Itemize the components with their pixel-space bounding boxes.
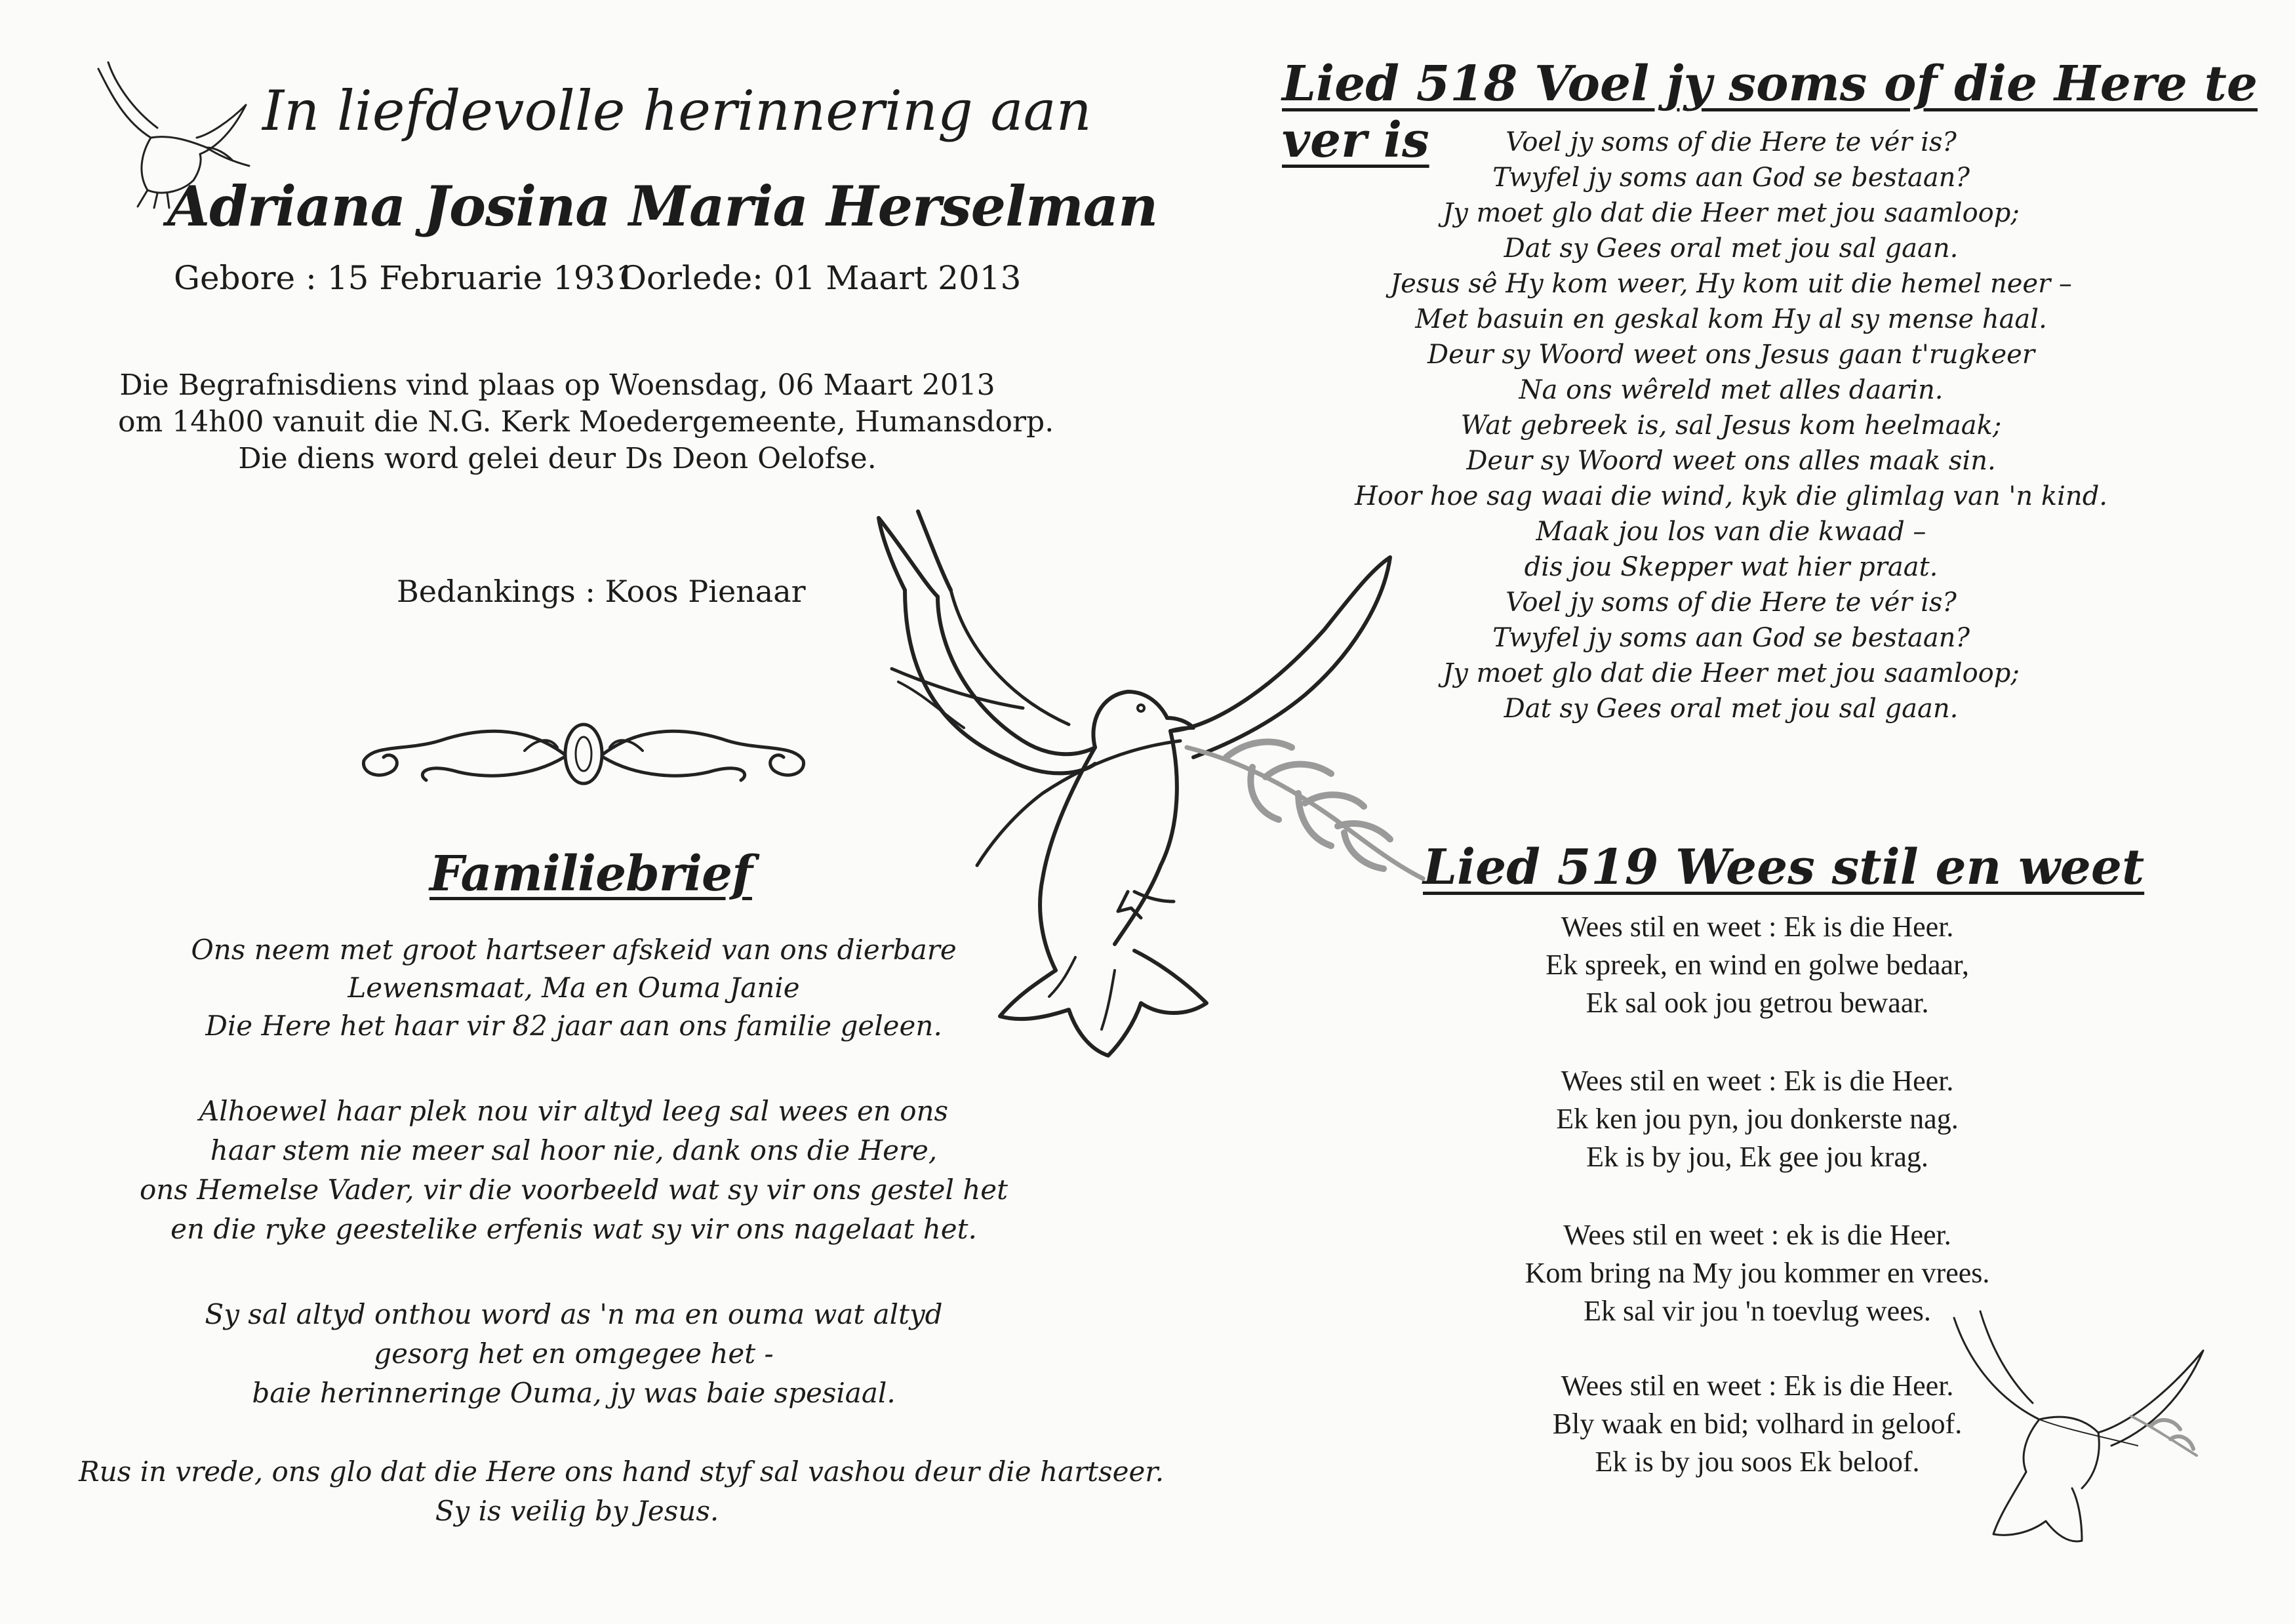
lyric-line: Maak jou los van die kwaad – [1536, 517, 1926, 547]
lyric-line: Twyfel jy soms aan God se bestaan? [1492, 623, 1970, 653]
lyric-line: Dat sy Gees oral met jou sal gaan. [1504, 233, 1959, 264]
lyric-line: Hoor hoe sag waai die wind, kyk die glimlag van 'n kind. [1354, 481, 2108, 511]
thanks-line: Bedankings : Koos Pienaar [397, 574, 806, 609]
olive-branch-icon [1174, 721, 1449, 892]
hymn-518-lyrics [1311, 125, 2151, 726]
lyric-line: Wees stil en weet : Ek is die Heer. [1561, 911, 1954, 943]
letter-line: Lewensmaat, Ma en Ouma Janie [348, 972, 800, 1004]
letter-line: haar stem nie meer sal hoor nie, dank ons die Here, [210, 1134, 938, 1166]
letter-line: Sy sal altyd onthou word as 'n ma en ouma wat altyd [205, 1298, 943, 1330]
lyric-line: Voel jy soms of die Here te vér is? [1506, 587, 1957, 618]
lyric-line: Wees stil en weet : Ek is die Heer. [1561, 1370, 1954, 1402]
letter-title: Familiebrief [429, 846, 752, 902]
letter-paragraph-3 [115, 1295, 1033, 1413]
hymn-518-title: Lied 518 Voel jy soms of die Here te ver is [1282, 56, 2258, 168]
lyric-line: Ek is by jou, Ek gee jou krag. [1586, 1141, 1928, 1173]
lyric-line: Ek spreek, en wind en golwe bedaar, [1546, 949, 1969, 981]
lyric-line: Na ons wêreld met alles daarin. [1519, 375, 1944, 405]
letter-paragraph-4 [79, 1452, 1165, 1531]
letter-line: Sy is veilig by Jesus. [435, 1495, 719, 1527]
letter-line: Ons neem met groot hartseer afskeid van ons dierbare [191, 934, 957, 966]
lyric-line: Deur sy Woord weet ons Jesus gaan t'rugkeer [1427, 340, 2035, 370]
letter-line: Die Here het haar vir 82 jaar aan ons familie geleen. [205, 1010, 942, 1042]
letter-line: Alhoewel haar plek nou vir altyd leeg sal wees en ons [199, 1095, 949, 1127]
hymn-519-stanza-1 [1364, 908, 2151, 1022]
intro-line: In liefdevolle herinnering aan [262, 79, 1092, 143]
lyric-line: Jesus sê Hy kom weer, Hy kom uit die hemel neer – [1390, 269, 2072, 299]
lyric-line: Wat gebreek is, sal Jesus kom heelmaak; [1460, 410, 2002, 441]
lyric-line: Jy moet glo dat die Heer met jou saamloop; [1443, 198, 2020, 228]
letter-line: gesorg het en omgegee het - [374, 1337, 774, 1370]
hymn-519-title: Lied 519 Wees stil en weet [1423, 839, 2145, 896]
lyric-line: Bly waak en bid; volhard in geloof. [1552, 1408, 1963, 1440]
lyric-line: Kom bring na My jou kommer en vrees. [1525, 1257, 1990, 1289]
letter-line: en die ryke geestelike erfenis wat sy vir ons nagelaat het. [170, 1213, 977, 1245]
death-date: Oorlede: 01 Maart 2013 [620, 259, 1022, 297]
letter-line: baie herinneringe Ouma, jy was baie spesiaal. [252, 1377, 896, 1409]
birth-date: Gebore : 15 Februarie 1931 [174, 259, 637, 297]
lyric-line: Ek ken jou pyn, jou donkerste nag. [1556, 1103, 1959, 1135]
lyric-line: Deur sy Woord weet ons alles maak sin. [1466, 446, 1996, 476]
deceased-name: Adriana Josina Maria Herselman [167, 174, 1158, 239]
lyric-line: Twyfel jy soms aan God se bestaan? [1492, 163, 1970, 193]
letter-line: Rus in vrede, ons glo dat die Here ons hand styf sal vashou deur die hartseer. [79, 1456, 1165, 1488]
lyric-line: Wees stil en weet : ek is die Heer. [1563, 1219, 1951, 1251]
letter-line: ons Hemelse Vader, vir die voorbeeld wat sy vir ons gestel het [139, 1174, 1008, 1206]
scroll-ornament-icon [354, 711, 813, 797]
service-line: Die diens word gelei deur Ds Deon Oelofse. [238, 442, 877, 475]
lyric-line: Wees stil en weet : Ek is die Heer. [1561, 1065, 1954, 1097]
hymn-519-stanza-2 [1364, 1062, 2151, 1176]
corner-olive-branch-icon [2125, 1403, 2203, 1462]
lyric-line: Dat sy Gees oral met jou sal gaan. [1504, 694, 1959, 724]
lyric-line: Ek is by jou soos Ek beloof. [1595, 1446, 1920, 1478]
letter-paragraph-2 [115, 1092, 1033, 1249]
service-line: om 14h00 vanuit die N.G. Kerk Moedergemeente, Humansdorp. [118, 405, 1054, 439]
lyric-line: Jy moet glo dat die Heer met jou saamloop; [1443, 658, 2020, 688]
lyric-line: Voel jy soms of die Here te vér is? [1506, 127, 1957, 157]
lyric-line: Ek sal ook jou getrou bewaar. [1586, 987, 1929, 1019]
lyric-line: Met basuin en geskal kom Hy al sy mense haal. [1415, 304, 2047, 334]
lyric-line: Ek sal vir jou 'n toevlug wees. [1584, 1295, 1931, 1327]
service-line: Die Begrafnisdiens vind plaas op Woensdag, 06 Maart 2013 [119, 368, 995, 402]
lyric-line: dis jou Skepper wat hier praat. [1524, 552, 1938, 582]
service-details [118, 367, 1054, 477]
